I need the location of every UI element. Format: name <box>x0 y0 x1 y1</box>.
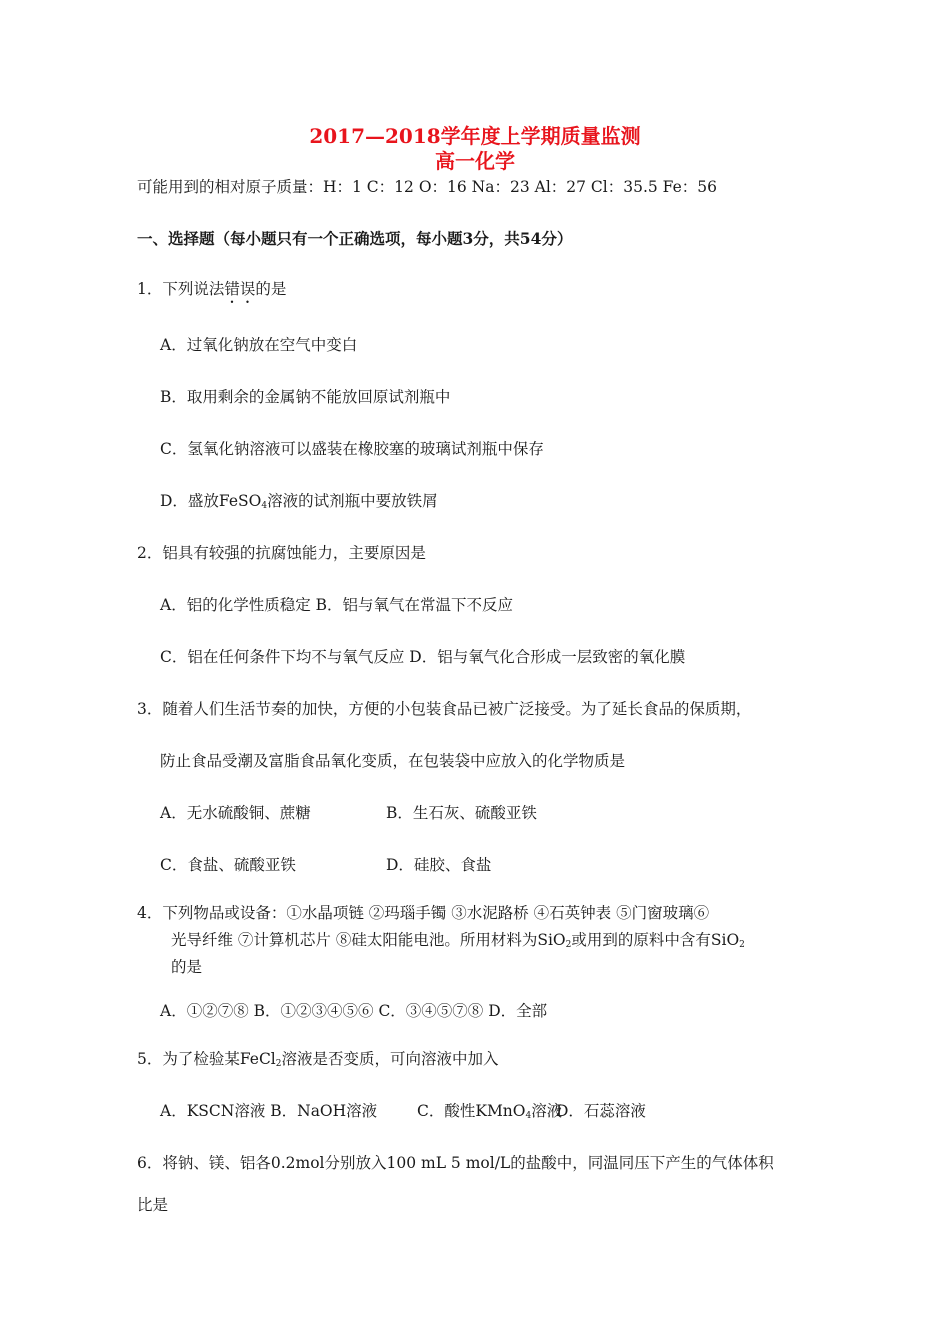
question-4-stem-line2: 光导纤维 ⑦计算机芯片 ⑧硅太阳能电池。所用材料为SiO$_2$或用到的原料中含有SiO$_2$ <box>171 931 745 950</box>
question-5-stem: 5．为了检验某FeCl$_2$溶液是否变质，可向溶液中加入 <box>137 1050 499 1069</box>
question-4-stem-line3: 的是 <box>171 958 203 976</box>
question-1-option-c: C．氢氧化钠溶液可以盛装在橡胶塞的玻璃试剂瓶中保存 <box>160 440 544 458</box>
question-5-options-ab: A．KSCN溶液 B．NaOH溶液 <box>160 1102 378 1120</box>
question-4-stem-line1: 4．下列物品或设备：①水晶项链 ②玛瑙手镯 ③水泥路桥 ④石英钟表 ⑤门窗玻璃⑥ <box>137 904 710 922</box>
question-1-option-d: D．盛放FeSO$_4$溶液的试剂瓶中要放铁屑 <box>160 492 438 511</box>
question-2-options-ab: A．铝的化学性质稳定 B．铝与氧气在常温下不反应 <box>160 596 514 614</box>
question-3-option-d: D．硅胶、食盐 <box>386 856 492 874</box>
section-heading: 一、选择题（每小题只有一个正确选项，每小题3分，共54分） <box>137 229 573 248</box>
question-2-stem: 2．铝具有较强的抗腐蚀能力，主要原因是 <box>137 544 426 562</box>
question-5-option-d: D．石蕊溶液 <box>556 1102 646 1120</box>
question-2-options-cd: C．铝在任何条件下均不与氧气反应 D．铝与氧气化合形成一层致密的氧化膜 <box>160 648 686 666</box>
exam-subject: 高一化学 <box>435 149 515 173</box>
question-3-stem-line1: 3．随着人们生活节奏的加快，方便的小包装食品已被广泛接受。为了延长食品的保质期， <box>137 700 752 718</box>
question-3-option-a: A．无水硫酸铜、蔗糖 <box>160 804 311 822</box>
question-1-stem: 1．下列说法错误的是 <box>137 280 287 298</box>
question-6-stem-line2: 比是 <box>137 1196 169 1214</box>
question-3-option-c: C．食盐、硫酸亚铁 <box>160 856 296 874</box>
exam-title: 2017—2018学年度上学期质量监测 <box>309 124 641 148</box>
question-1-option-b: B．取用剩余的金属钠不能放回原试剂瓶中 <box>160 388 451 406</box>
question-3-stem-line2: 防止食品受潮及富脂食品氧化变质，在包装袋中应放入的化学物质是 <box>160 752 626 770</box>
question-1-option-a: A．过氧化钠放在空气中变白 <box>160 336 358 354</box>
question-3-option-b: B．生石灰、硫酸亚铁 <box>386 804 537 822</box>
question-5-option-c: C．酸性KMnO$_4$溶液 <box>417 1102 563 1121</box>
atomic-masses-line: 可能用到的相对原子质量：H：1 C：12 O：16 Na：23 Al：27 Cl：35.5 Fe：56 <box>137 178 717 196</box>
question-4-options: A．①②⑦⑧ B．①②③④⑤⑥ C．③④⑤⑦⑧ D．全部 <box>160 1002 548 1020</box>
emphasis-text: 错误 <box>224 280 256 298</box>
question-6-stem-line1: 6．将钠、镁、铝各0.2mol分别放入100 mL 5 mol/L的盐酸中，同温同压下产生的气体体积 <box>137 1154 774 1172</box>
